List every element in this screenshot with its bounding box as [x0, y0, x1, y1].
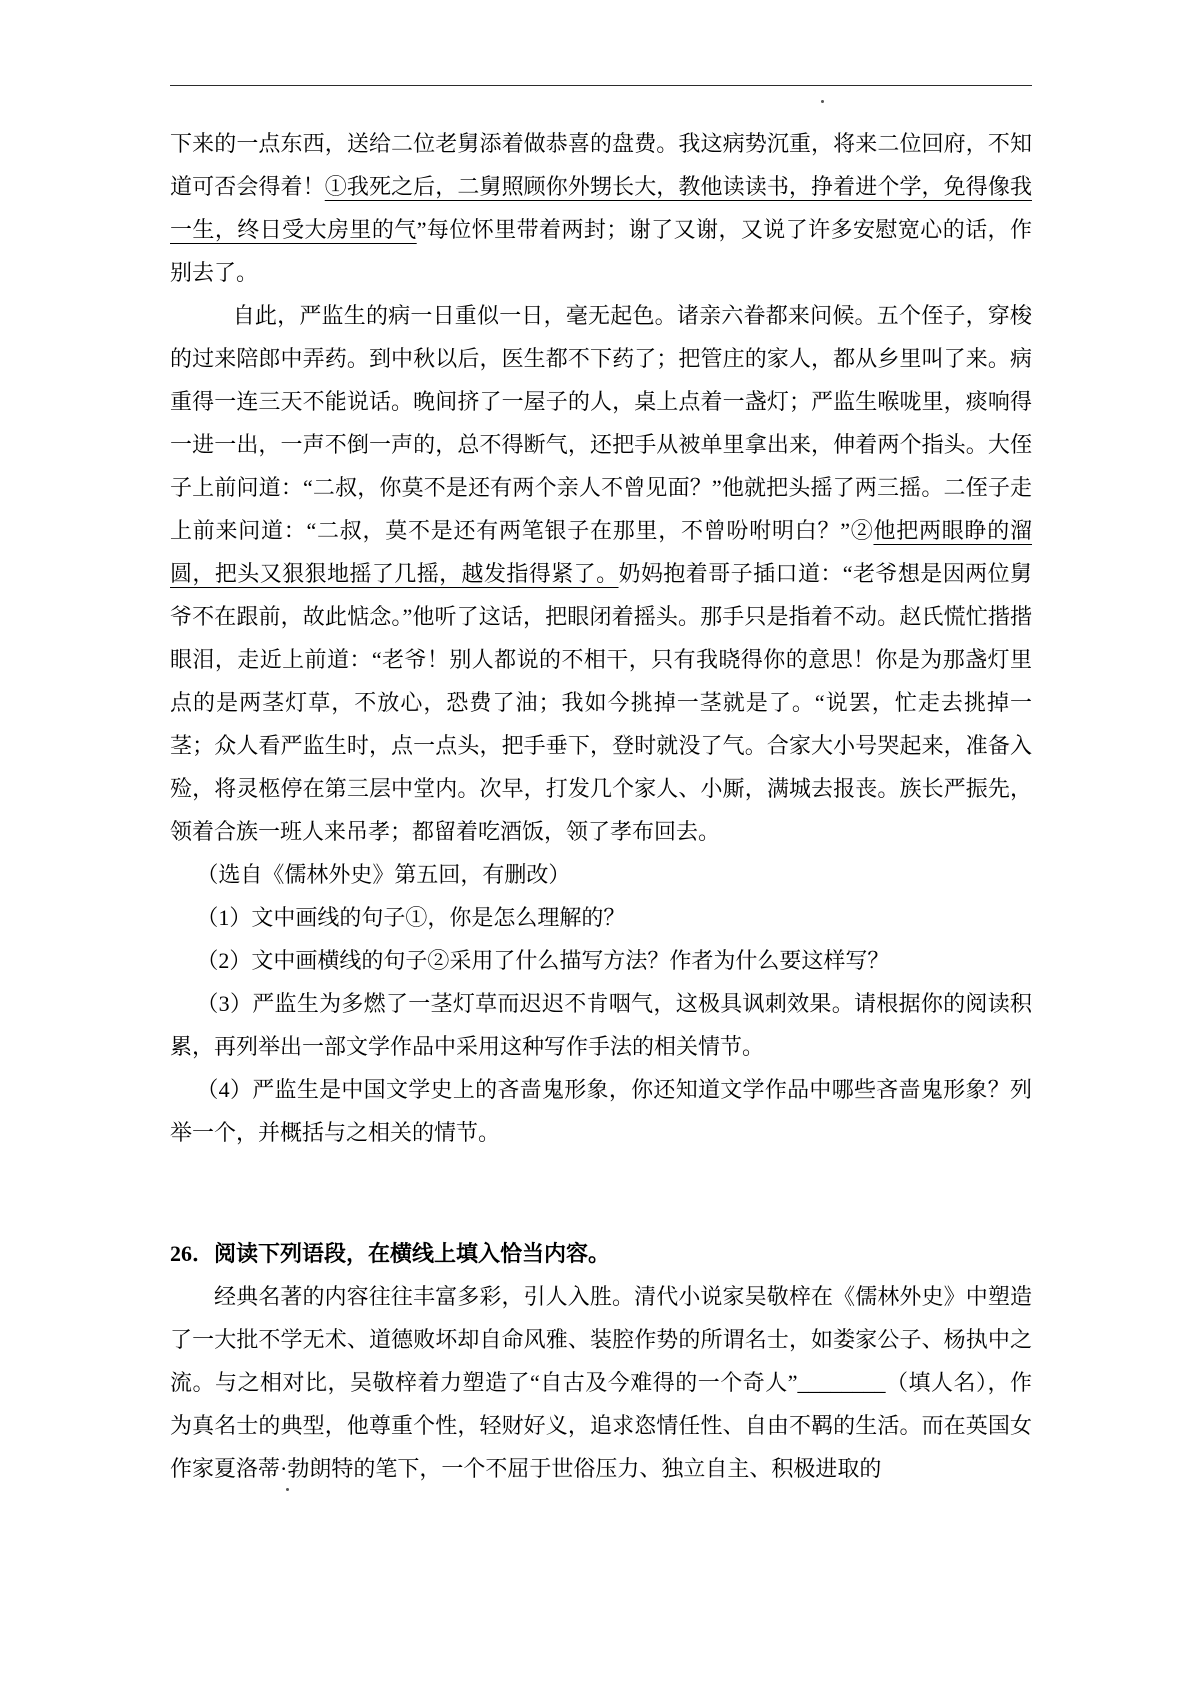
text-run: 经典名著的内容往往丰富多彩，引人入胜。清代小说家吴敬梓在《儒林外史》中塑造了一大批不学无术、道德败坏却自命风雅、装腔作势的所谓名士，如娄家公子、杨执中之流。与之相对比，吴敬梓着力塑造了“自古及今难得的一个奇人”	[170, 1284, 1032, 1395]
underlined-sentence-1: ①我死之后，二舅照顾你外甥长大，教他读读书，挣着进个学，免得像我一生，终日受大房里的气	[170, 174, 1032, 242]
question-26-passage	[170, 1275, 1032, 1490]
text-run: 下来的一点东西，送给二位老舅添着做恭喜的盘费。我这病势沉重，将来二位回府，不知道可否会得着！	[170, 131, 1032, 199]
paragraph-farewell	[170, 122, 1032, 294]
document-body	[170, 122, 1032, 1490]
question-26-heading: 26．阅读下列语段，在横线上填入恰当内容。	[170, 1241, 611, 1266]
stray-mark-top	[821, 100, 824, 103]
text-run: 自此，严监生的病一日重似一日，毫无起色。诸亲六眷都来问候。五个侄子，穿梭的过来陪郎中弄药。到中秋以后，医生都不下药了；把管庄的家人，都从乡里叫了来。病重得一连三天不能说话。晚间挤了一屋子的人，桌上点着一盏灯；严监生喉咙里，痰响得一进一出，一声不倒一声的，总不得断气，还把手从被单里拿出来，伸着两个指头。大侄子上前问道：“二叔，你莫不是还有两个亲人不曾见面？”他就把头摇了两三摇。二侄子走上前来问道：“二叔，莫不是还有两笔银子在那里，不曾吩咐明白？”②	[170, 303, 1032, 543]
underlined-sentence-2: 他把两眼睁的溜圆，把头又狠狠地摇了几摇，越发指得紧了。	[170, 518, 1032, 586]
source-attribution: （选自《儒林外史》第五回，有删改）	[196, 862, 571, 887]
paragraph-yanjiansheng-death	[170, 294, 1032, 853]
question-4: （4）严监生是中国文学史上的吝啬鬼形象，你还知道文学作品中哪些吝啬鬼形象？列举一个，并概括与之相关的情节。	[170, 1077, 1032, 1145]
question-1: （1）文中画线的句子①，你是怎么理解的？	[196, 905, 626, 930]
text-run: ”每位怀里带着两封；谢了又谢，又说了许多安慰宽心的话，作别去了。	[170, 217, 1032, 285]
question-3: （3）严监生为多燃了一茎灯草而迟迟不肯咽气，这极具讽刺效果。请根据你的阅读积累，再列举出一部文学作品中采用这种写作手法的相关情节。	[170, 991, 1032, 1059]
header-divider-rule	[170, 85, 1032, 86]
question-2: （2）文中画横线的句子②采用了什么描写方法？作者为什么要这样写？	[196, 948, 890, 973]
text-run: （填人名），作为真名士的典型，他尊重个性，轻财好义，追求恣情任性、自由不羁的生活。而在英国女作家夏洛蒂·勃朗特的笔下，一个不屈于世俗压力、独立自主、积极进取的	[170, 1370, 1032, 1481]
fill-in-blank: ________	[797, 1370, 886, 1395]
text-run: 奶妈抱着哥子插口道：“老爷想是因两位舅爷不在跟前，故此惦念。”他听了这话，把眼闭着摇头。那手只是指着不动。赵氏慌忙揩揩眼泪，走近上前道：“老爷！别人都说的不相干，只有我晓得你的意思！你是为那盏灯里点的是两茎灯草，不放心，恐费了油；我如今挑掉一茎就是了。“说罢，忙走去挑掉一茎；众人看严监生时，点一点头，把手垂下，登时就没了气。合家大小号哭起来，准备入殓，将灵柩停在第三层中堂内。次早，打发几个家人、小厮，满城去报丧。族长严振先，领着合族一班人来吊孝；都留着吃酒饭，领了孝布回去。	[170, 561, 1032, 844]
